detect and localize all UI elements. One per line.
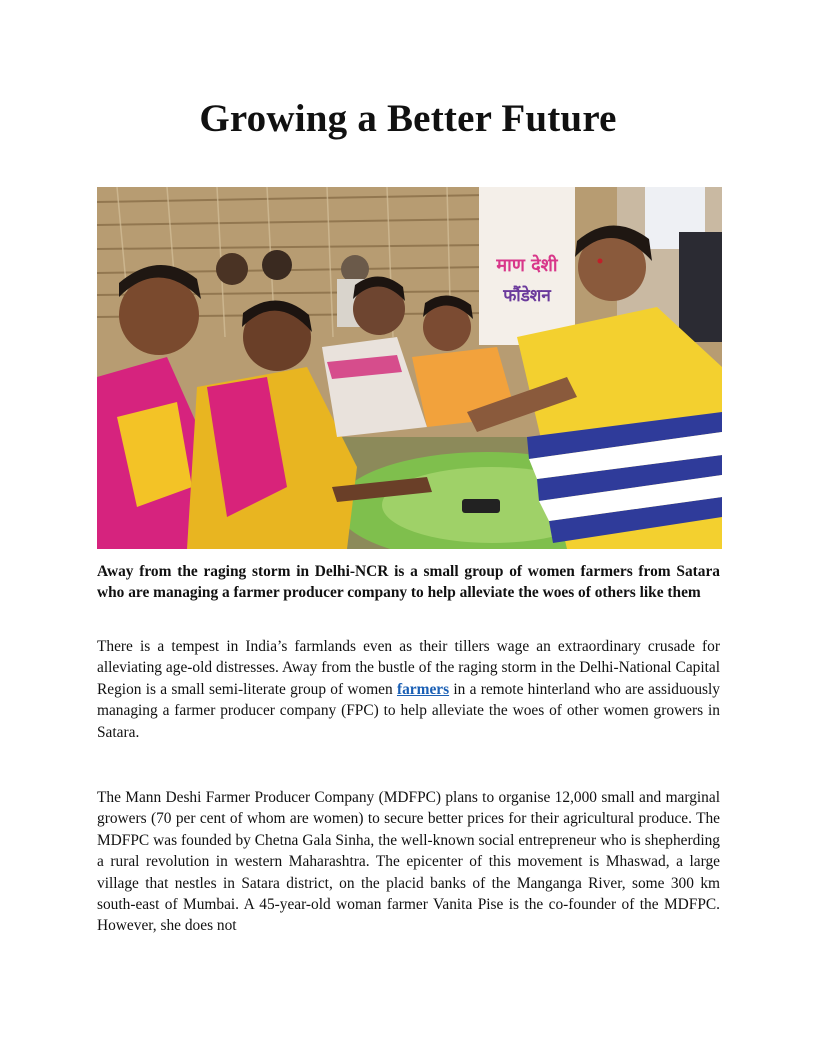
article-photo [97, 187, 722, 549]
banner-text-line1: माण देशी [496, 255, 558, 276]
paragraph-1-text-after-link: in a remote hinterland who are assiduously managing a farmer producer company (FPC) to help alleviate the woes of other women growers in Satara. [97, 680, 720, 741]
article-title: Growing a Better Future [199, 97, 617, 140]
paragraph-1-text-before-link: There is a tempest in India’s farmlands even as their tillers wage an extraordinary crusade for alleviating age-old distresses. Away from the bustle of the raging storm in the Delhi-National Capital Region is a small semi-literate group of women [97, 638, 720, 698]
farmers-link[interactable]: farmers [396, 680, 450, 698]
banner-text-line2: फौंडेशन [503, 286, 551, 306]
article-standfirst: Away from the raging storm in Delhi-NCR is a small group of women farmers from Satara who are managing a farmer producer company to help alleviate the woes of others like them [97, 563, 720, 602]
paragraph-1 [97, 636, 720, 743]
paragraph-2: The Mann Deshi Farmer Producer Company (MDFPC) plans to organise 12,000 small and marginal growers (70 per cent of whom are women) to secure better prices for their agricultural produce. The MDFPC was founded by Chetna Gala Sinha, the well-known social entrepreneur who is shepherding a rural revolution in western Maharashtra. The epicenter of this movement is Mhaswad, a large village that nestles in Satara district, on the placid banks of the Manganga River, some 300 km south-east of Mumbai. A 45-year-old woman farmer Vanita Pise is the co-founder of the MDFPC. However, she does not [97, 789, 720, 935]
